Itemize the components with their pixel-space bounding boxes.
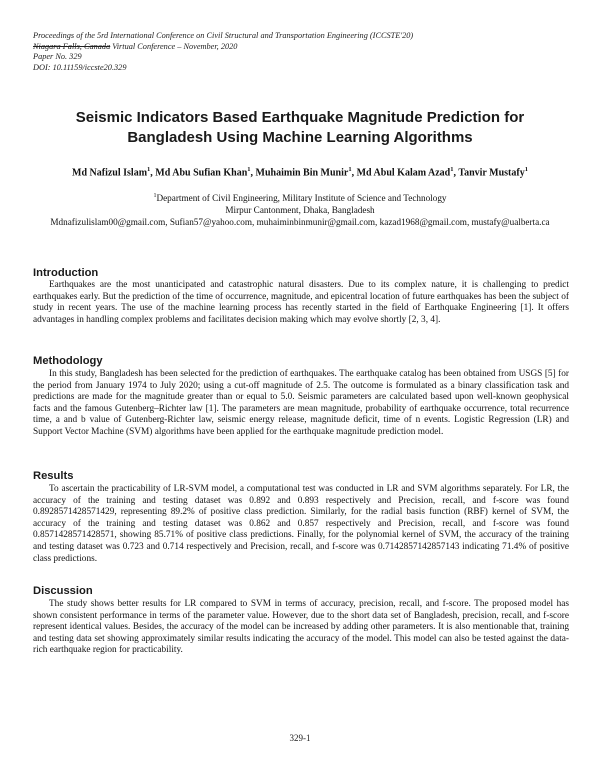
section-body-results: To ascertain the practicability of LR-SVM model, a computational test was conducted in LR and SVM algorithms separately. For LR, the accuracy of the training and testing dataset was 0.892 and 0.893 respectively and Precision, recall, and f-score was found 0.8928571428571429, representing 89.2% of positive class prediction. Similarly, for the radial basis function (RBF) kernel of SVM, the accuracy of the training and testing dataset was 0.862 and 0.857 respectively and Precision, recall, and f-score was found 0.8571428571428571, showing 85.71% of positive class predictions. Finally, for the polynomial kernel of SVM, the accuracy of the training and testing dataset was 0.723 and 0.714 respectively and Precision, recall, and f-score was 0.7142857142857143 indicating 71.4% of positive class predictions. — [33, 484, 569, 564]
section-body-methodology: In this study, Bangladesh has been selected for the prediction of earthquakes. The earthquake catalog has been obtained from USGS [5] for the period from January 1974 to July 2020; using a cut-off magnitude of 2.5. The outcome is formulated as a binary classification task and predictions are made for the magnitude greater than or equal to 5.0. Seismic parameters are calculated based upon well-known geophysical facts and the famous Gutenberg–Richter law [1]. The parameters are mean magnitude, probability of earthquake occurrence, total recurrence time, a and b value of Gutenberg-Richter law, seismic energy release, magnitude deficit, time of n events. Logistic Regression (LR) and Support Vector Machine (SVM) algorithms have been applied for the earthquake magnitude prediction model. — [33, 369, 569, 437]
header-venue — [33, 42, 573, 53]
section-heading-discussion: Discussion — [33, 585, 93, 597]
header-venue-struck: Niagara Falls, Canada — [33, 41, 111, 51]
author-name: Tanvir Mustafy — [458, 167, 525, 179]
author-name: Md Abul Kalam Azad — [356, 167, 451, 179]
paper-title: Seismic Indicators Based Earthquake Magnitude Prediction for Bangladesh Using Machine Learning Algorithms — [75, 109, 525, 146]
affiliation-department: $^1$Department of Civil Engineering, Military Institute of Science and Technology — [153, 193, 447, 204]
section-heading-results: Results — [33, 470, 74, 482]
author-name: Muhaimin Bin Munir — [255, 167, 349, 179]
author-emails: Mdnafizulislam00@gmail.com, Sufian57@yahoo.com, muhaiminbinmunir@gmail.com, kazad1968@gmail.com, mustafy@ualberta.ca — [50, 216, 550, 227]
section-body-introduction: Earthquakes are the most unanticipated and catastrophic natural disasters. Due to its complex nature, it is challenging to predict earthquakes early. But the prediction of the time of occurrence, magnitude, and epicentral location of future earthquakes has been the subject of study in recent years. The use of the machine learning process has recently started in the field of Earthquake Engineering [1]. It offers advantages in handling complex problems and facilitates decision making which may evolve shortly [2, 3, 4]. — [33, 280, 569, 325]
section-heading-methodology: Methodology — [33, 355, 103, 367]
author-affil-mark: 1 — [450, 166, 454, 173]
author-affil-mark: 1 — [524, 166, 528, 173]
section-body-discussion: The study shows better results for LR compared to SVM in terms of accuracy, precision, recall, and f-score. The proposed model has shown consistent performance in terms of the parameter value. However, due to the short data set of Bangladesh, precision, recall, and f-score represent identical values. Besides, the accuracy of the model can be increased by adding other parameters. It is also mentionable that, training and testing data set showing approximately similar results indicating the accuracy of the model. This model can also be tested against the data-rich earthquake region for practicability. — [33, 599, 569, 656]
author-name: Md Abu Sufian Khan — [155, 167, 248, 179]
page-number: 329-1 — [289, 733, 311, 743]
header-venue-rest: Virtual Conference – November, 2020 — [110, 41, 238, 51]
header-doi: DOI: 10.11159/iccste20.329 — [33, 62, 127, 72]
proceedings-header — [33, 31, 573, 73]
author-affil-mark: 1 — [348, 166, 352, 173]
affiliation-mark: 1 — [153, 193, 157, 199]
section-heading-introduction: Introduction — [33, 267, 99, 279]
author-affil-mark: 1 — [147, 166, 151, 173]
affiliation-address: Mirpur Cantonment, Dhaka, Bangladesh — [225, 204, 375, 215]
affiliation-block — [30, 191, 570, 228]
author-name: Md Nafizul Islam — [72, 167, 148, 179]
header-conference: Proceedings of the 5rd International Conference on Civil Structural and Transportation Engineering (ICCSTE'20) — [33, 31, 414, 40]
header-paper-number: Paper No. 329 — [33, 52, 82, 62]
author-affil-mark: 1 — [247, 166, 251, 173]
author-list: Md Nafizul Islam$^1$, Md Abu Sufian Khan$^1$, Muhaimin Bin Munir$^1$, Md Abul Kalam Azad$^1$, Tanvir Mustafy$^1$ — [72, 166, 528, 179]
